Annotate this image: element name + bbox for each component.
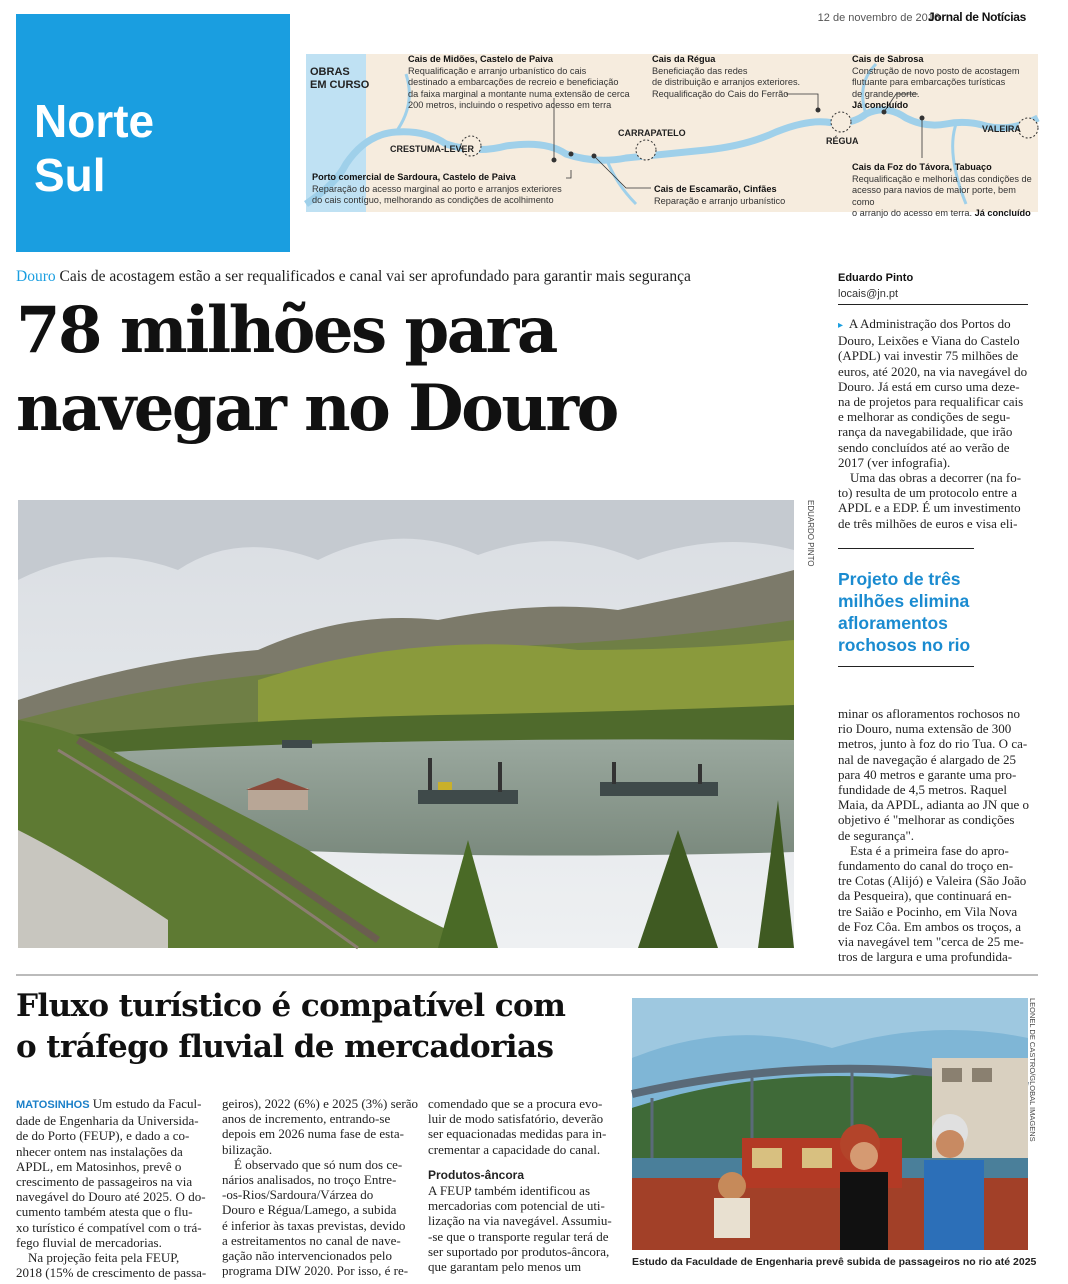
douro-river-photo bbox=[18, 500, 794, 948]
newspaper-logo: Jornal de Notícias bbox=[928, 10, 1026, 24]
section-banner bbox=[16, 14, 290, 252]
place-label: VALEIRA bbox=[982, 124, 1021, 134]
article2-column3: comendado que se a procura evo- luir de modo satisfatório, deverão ser equacionadas medidas para in- crementar a capacidade do canal. Produtos-âncora A FEUP também identificou as mercadorias com potencial de uti- lização na via navegável. Assumiu- -se que o transporte regular terá de ser suportado por produtos-âncora, que garantam pelo menos um bbox=[428, 1096, 612, 1275]
place-label: CRESTUMA-LEVER bbox=[390, 144, 475, 154]
kicker-tag: Douro bbox=[16, 268, 56, 285]
kicker-text: Cais de acostagem estão a ser requalificados e canal vai ser aprofundado para garantir mais segurança bbox=[59, 268, 691, 285]
works-item: Cais de Escamarão, Cinfães Reparação e arranjo urbanístico bbox=[654, 184, 786, 206]
article2-headline: Fluxo turístico é compatível com o tráfego fluvial de mercadorias bbox=[16, 988, 566, 1065]
infographic-title: OBRAS EM CURSO bbox=[310, 66, 370, 91]
dateline: MATOSINHOS bbox=[16, 1099, 90, 1111]
article-headline: 78 milhões para navegar no Douro bbox=[16, 293, 617, 446]
article-body-part1: ▸ A Administração dos Portos do Douro, Leixões e Viana do Castelo (APDL) vai investir 75 milhões de euros, até 2020, na via navegável do Douro. Já está em curso uma deze- na de projetos para requalificar cais e melhorar as condições de segu- rança da navegabilidade, que irão sendo concluídos até ao verão de 2017 (ver infografia). Uma das obras a decorrer (na fo- to) resulta de um protocolo entre a APDL e a EDP. É um investimento de três milhões de euros e visa eli- bbox=[838, 316, 1028, 531]
author-name: Eduardo Pinto bbox=[838, 272, 914, 284]
article2-column2: geiros), 2022 (6%) e 2025 (3%) serão anos de incremento, entrando-se depois em 2026 numa fase de esta- bilização. É observado que só num dos ce- nários analisados, no troço Entre- -os-Rios/Sardoura/Várzea do Douro e Régua/Lamego, a subida é inferior às taxas previstas, devido a estreitamentos no canal de nave- gação não intervencionados pelo programa DIW 2020. Por isso, é re- bbox=[222, 1096, 419, 1279]
works-item: Cais da Foz do Távora, Tabuaço Requalificação e melhoria das condições de acesso para navios de maior porte, bem como o arranjo do acesso em terra. Já concluído bbox=[852, 162, 1032, 218]
author-email: locais@jn.pt bbox=[838, 288, 899, 300]
lead-marker: ▸ bbox=[838, 320, 844, 331]
place-label: RÉGUA bbox=[826, 136, 859, 146]
sidebar-rule bbox=[838, 548, 974, 549]
sidebar-rule bbox=[838, 666, 974, 667]
works-item: Cais da Régua Beneficiação das redes de distribuição e arranjos exteriores. Requalificação do Cais do Ferrão bbox=[652, 54, 801, 99]
works-item: Porto comercial de Sardoura, Castelo de Paiva Reparação do acesso marginal ao porto e arranjos exteriores do cais contíguo, melhorando as condições de acolhimento bbox=[312, 172, 562, 205]
photo-caption: Estudo da Faculdade de Engenharia prevê subida de passageiros no rio até 2025 bbox=[632, 1256, 1037, 1268]
photo-credit: EDUARDO PINTO bbox=[806, 500, 815, 567]
works-infographic bbox=[306, 54, 1038, 218]
works-item: Cais de Midões, Castelo de Paiva Requalificação e arranjo urbanístico do cais destinado a embarcações de recreio e beneficiação da faixa marginal a montante numa extensão de cerca 200 metros, incluindo o respetivo acesso em terra bbox=[408, 54, 630, 110]
publication-date: 12 de novembro de 2016 bbox=[817, 12, 940, 24]
article2-column1: MATOSINHOS Um estudo da Facul- dade de Engenharia da Universida- de do Porto (FEUP), e dado a co- nhecer ontem nas instalações da APDL, em Matosinhos, prevê o crescimento de passageiros na via navegável do Douro até 2025. O do- cumento também atesta que o flu- xo turístico é compatível com o trá- fego fluvial de mercadorias. Na projeção feita pela FEUP, 2018 (15% de crescimento de passa- bbox=[16, 1096, 207, 1281]
photo-credit: LEONEL DE CASTRO/GLOBAL IMAGENS bbox=[1028, 998, 1037, 1142]
subheading: Produtos-âncora bbox=[428, 1167, 525, 1182]
section-divider bbox=[16, 974, 1038, 976]
column-divider bbox=[838, 304, 1028, 305]
section-title-line2: Sul bbox=[34, 149, 106, 201]
place-label: CARRAPATELO bbox=[618, 128, 686, 138]
article-kicker bbox=[16, 268, 691, 286]
works-item: Cais de Sabrosa Construção de novo posto de acostagem flutuante para embarcações turísticas de grande porte. Já concluído bbox=[852, 54, 1020, 110]
side-headline: Projeto de três milhões elimina afloramentos rochosos no rio bbox=[838, 569, 971, 655]
section-title-line1: Norte bbox=[34, 95, 155, 147]
article-body-part2: minar os afloramentos rochosos no rio Douro, numa extensão de 300 metros, junto à foz do rio Tua. O ca- nal de navegação é alargado de 25 para 40 metros e garante uma pro- fundidade de 4,5 metros. Raquel Maia, da APDL, adianta ao JN que o objetivo é "melhorar as condições de segurança". Esta é a primeira fase do apro- fundamento do canal do troço en- tre Cotas (Alijó) e Valeira (São João da Pesqueira), que continuará en- tre Saião e Pocinho, em Vila Nova de Foz Côa. Em ambos os troços, a via navegável tem "cerca de 25 me- tros de largura e uma profundida- bbox=[838, 706, 1029, 965]
boat-passengers-photo bbox=[632, 998, 1028, 1250]
